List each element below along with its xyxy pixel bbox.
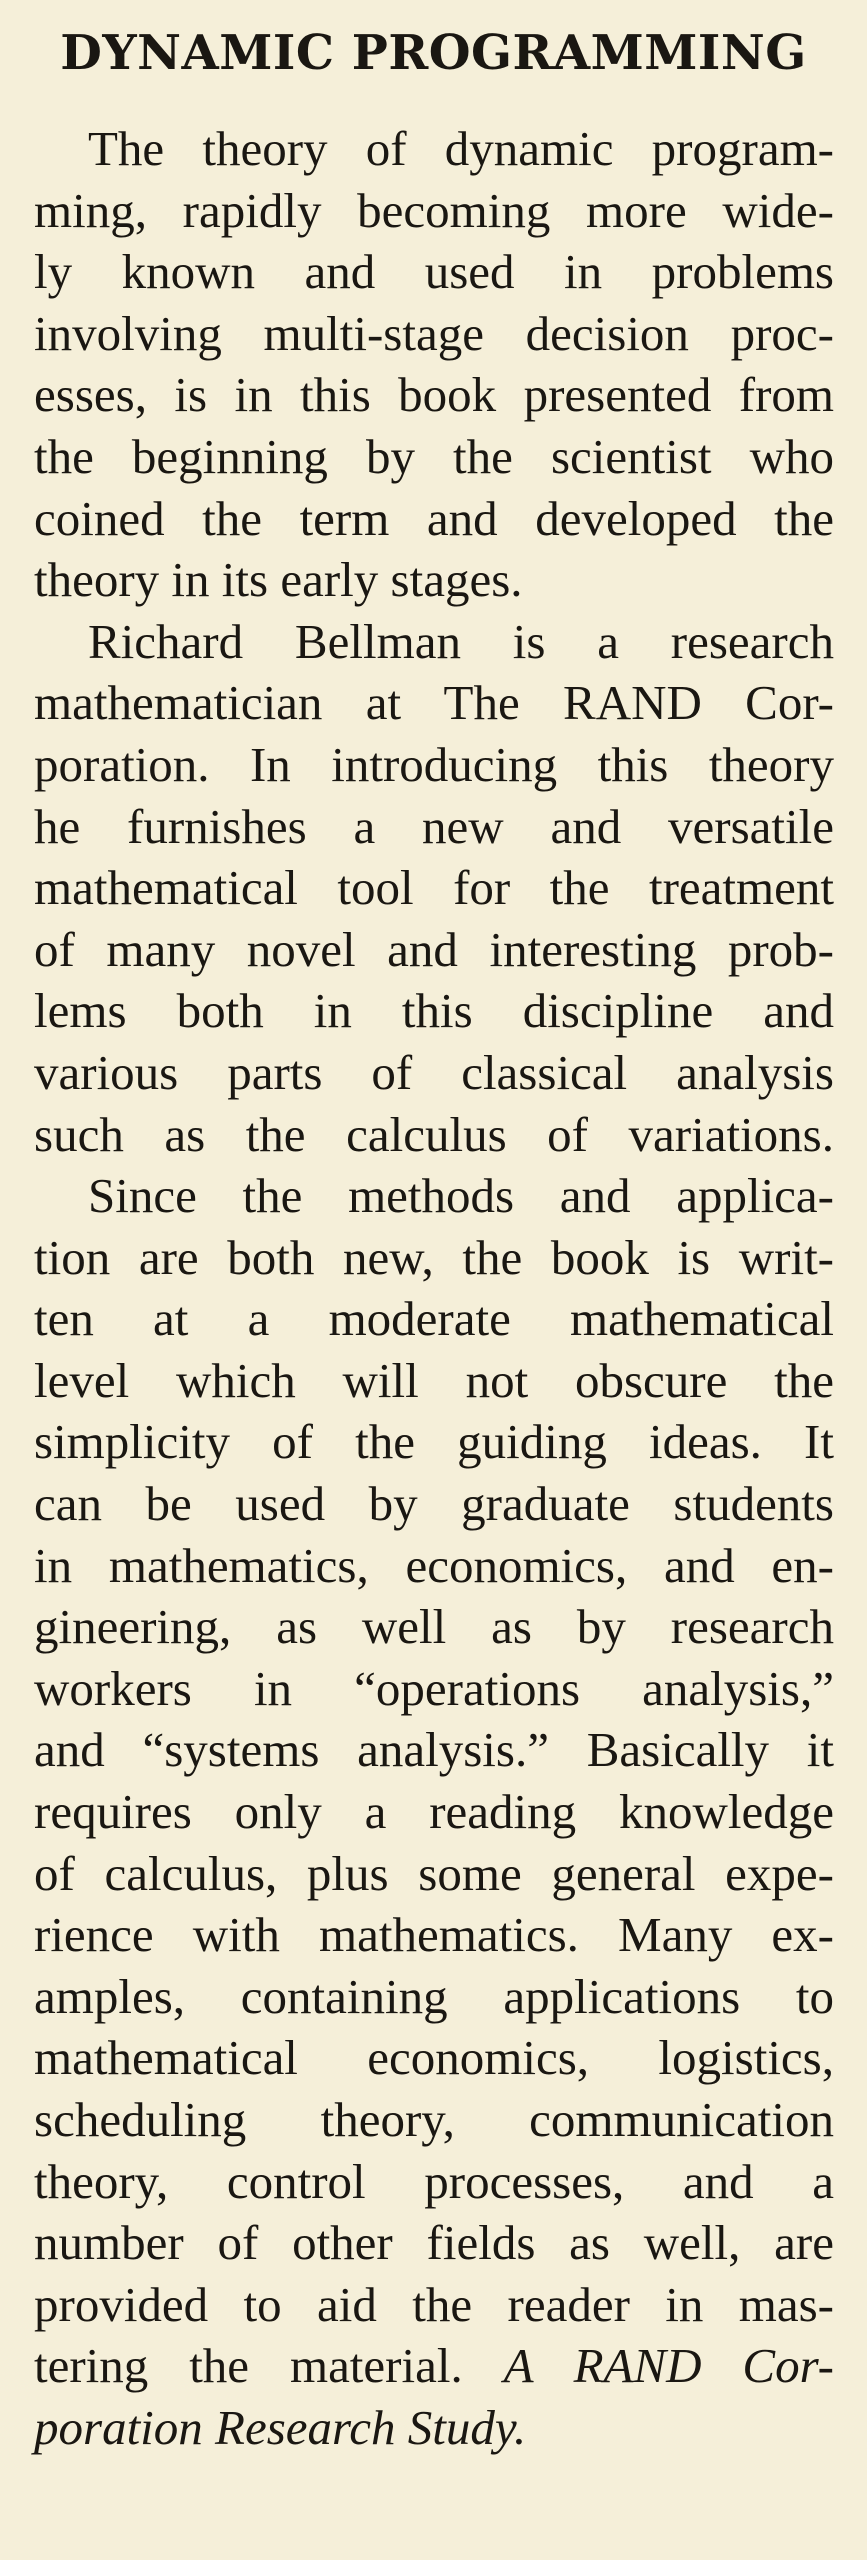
text-line: ten at a moderate mathematical (34, 1291, 834, 1347)
text-line: theory, control processes, and a (34, 2153, 834, 2209)
text-line: mathematical tool for the treatment (34, 860, 834, 916)
text-line: mathematical economics, logistics, (34, 2030, 834, 2086)
text-line: involving multi-stage decision proc- (34, 305, 834, 361)
text-line: amples, containing applications to (34, 1968, 834, 2024)
text-line: simplicity of the guiding ideas. It (34, 1414, 834, 1470)
text-line (34, 2335, 834, 2397)
text-line: theory in its early stages. (34, 552, 523, 608)
italic-credit-start: A RAND Cor- (503, 2338, 834, 2394)
text-line: lems both in this discipline and (34, 983, 834, 1039)
text-line: coined the term and developed the (34, 490, 834, 546)
text-line: gineering, as well as by research (34, 1599, 834, 1655)
text-line: Since the methods and applica- (88, 1168, 834, 1224)
text-line: can be used by graduate students (34, 1476, 834, 1532)
text-line: esses, is in this book presented from (34, 367, 834, 423)
text-line: poration. In introducing this theory (34, 736, 834, 792)
text-line: requires only a reading knowledge (34, 1784, 834, 1840)
text-line: number of other fields as well, are (34, 2215, 834, 2271)
italic-credit-text: poration Research Study. (34, 2399, 527, 2455)
text-line: in mathematics, economics, and en- (34, 1537, 834, 1593)
text-line: workers in “operations analysis,” (34, 1660, 834, 1716)
text-line: The theory of dynamic program- (88, 121, 834, 176)
text-line: he furnishes a new and versatile (34, 798, 834, 854)
text-line: provided to aid the reader in mas- (34, 2276, 834, 2332)
text-line: Richard Bellman is a research (88, 613, 834, 669)
text-line: level which will not obscure the (34, 1352, 834, 1408)
text-line: tion are both new, the book is writ- (34, 1229, 834, 1285)
text-line: scheduling theory, communication (34, 2092, 834, 2147)
text-line: and “systems analysis.” Basically it (34, 1722, 834, 1778)
text-line: such as the calculus of variations. (34, 1106, 834, 1162)
body-text (34, 118, 834, 2459)
text-line: of many novel and interesting prob- (34, 921, 834, 977)
text-line: ming, rapidly becoming more wide- (34, 182, 834, 238)
text-line: the beginning by the scientist who (34, 428, 834, 484)
page-title: DYNAMIC PROGRAMMING (60, 25, 807, 81)
italic-credit-end (34, 2397, 834, 2459)
text-line: ly known and used in problems (34, 244, 834, 300)
text-line: of calculus, plus some general expe- (34, 1845, 834, 1901)
text-line-start: tering the material. (34, 2338, 463, 2394)
text-line: various parts of classical analysis (34, 1044, 834, 1100)
text-line: mathematician at The RAND Cor- (34, 675, 834, 731)
text-line: rience with mathematics. Many ex- (34, 1907, 834, 1963)
